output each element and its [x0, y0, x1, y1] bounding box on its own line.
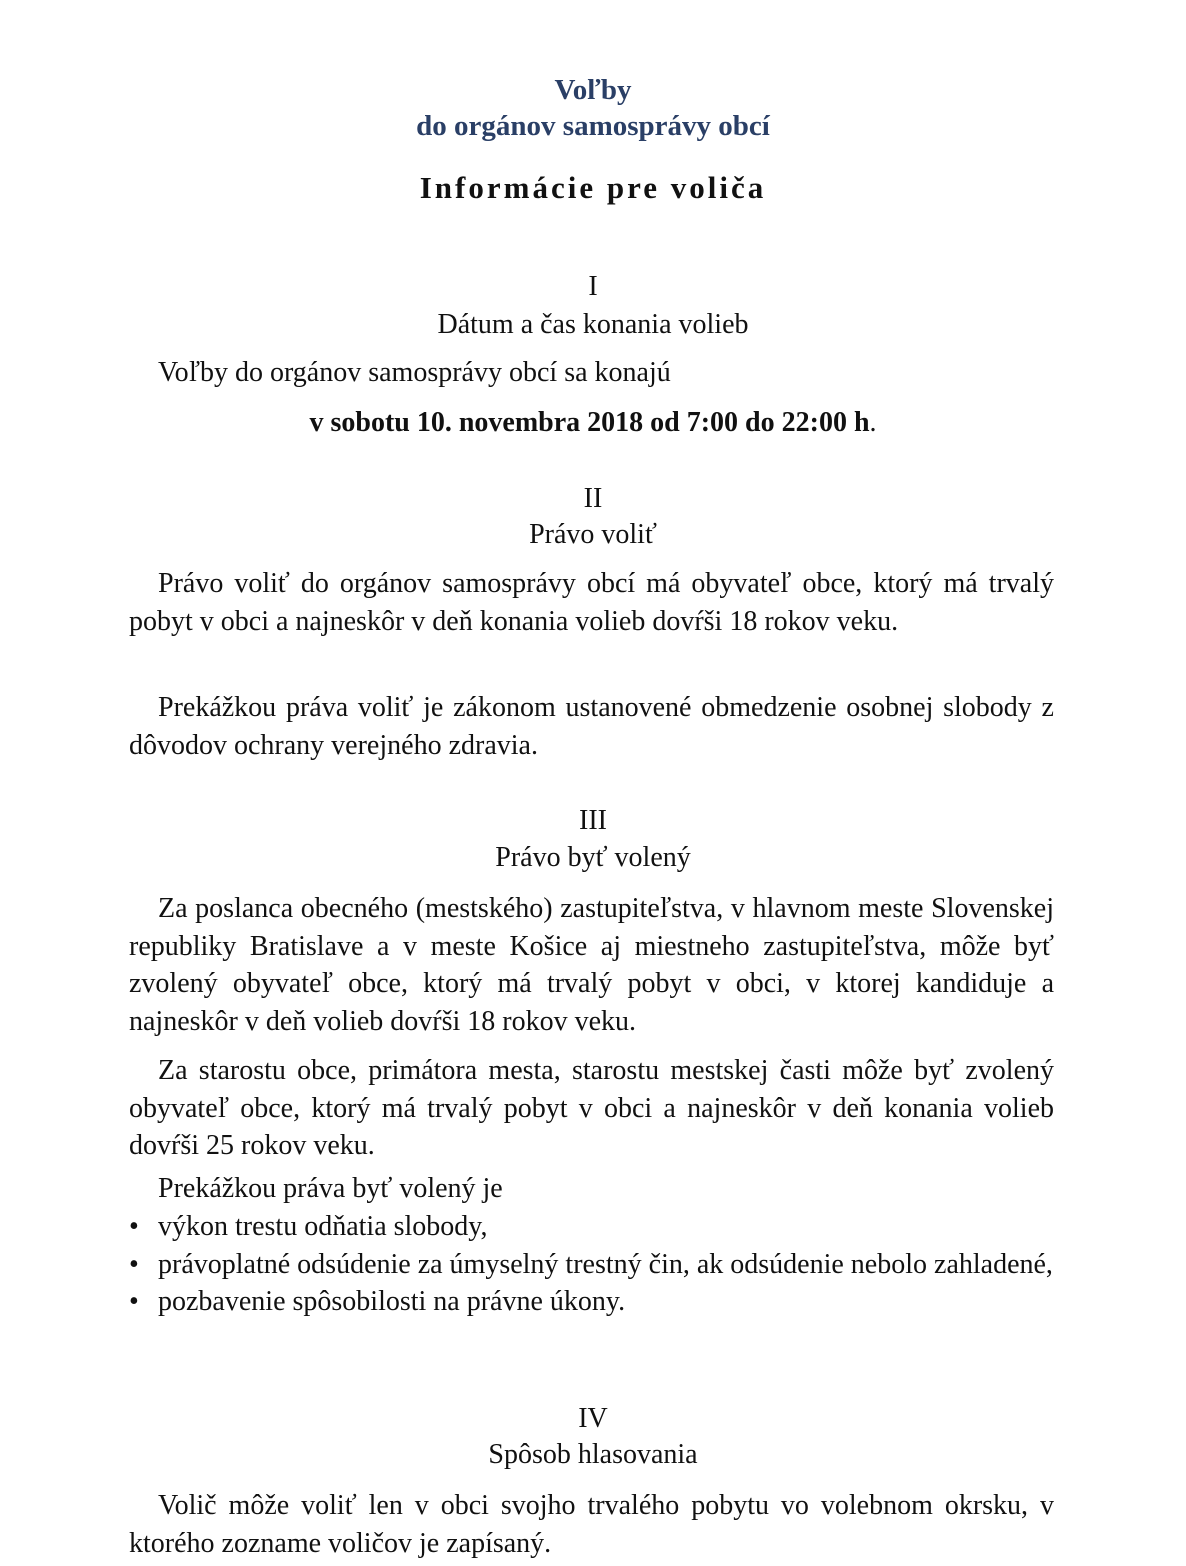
section-1-heading: Dátum a čas konania volieb — [437, 309, 749, 340]
section-4-number: IV — [578, 1403, 608, 1434]
section-4-heading: Spôsob hlasovania — [488, 1439, 698, 1470]
section-2-heading: Právo voliť — [529, 519, 657, 550]
section-1-date — [0, 406, 1186, 440]
section-2-paragraph-2: Prekážkou práva voliť je zákonom ustanovené obmedzenie osobnej slobody z dôvodov ochrany verejného zdravia. — [129, 692, 1054, 761]
list-item-text: právoplatné odsúdenie za úmyselný trestný čin, ak odsúdenie nebolo zahladené, — [158, 1248, 1053, 1280]
bullet-icon: • — [129, 1286, 139, 1317]
section-3-paragraph-2: Za starostu obce, primátora mesta, starostu mestskej časti môže byť zvolený obyvateľ obce, ktorý má trvalý pobyt v obci a najneskôr v deň konania volieb dovŕši 25 rokov veku. — [129, 1055, 1054, 1161]
section-3-paragraph-1: Za poslanca obecného (mestského) zastupiteľstva, v hlavnom meste Slovenskej republiky Bratislave a v meste Košice aj miestneho zastupiteľstva, môže byť zvolený obyvateľ obce, ktorý má trvalý pobyt v obci, v ktorej kandiduje a najneskôr v deň volieb dovŕši 18 rokov veku. — [129, 893, 1054, 1037]
list-item-text: výkon trestu odňatia slobody, — [158, 1211, 488, 1242]
section-2-paragraph-1: Právo voliť do orgánov samosprávy obcí má obyvateľ obce, ktorý má trvalý pobyt v obci a najneskôr v deň konania volieb dovŕši 18 rokov veku. — [129, 568, 1054, 637]
header-line-2: do orgánov samosprávy obcí — [416, 110, 770, 142]
section-3-number: III — [579, 805, 607, 836]
header-line-1: Voľby — [554, 74, 632, 106]
list-item — [129, 1283, 1054, 1321]
list-item-text: pozbavenie spôsobilosti na právne úkony. — [158, 1286, 626, 1317]
bullet-icon: • — [129, 1211, 139, 1242]
bullet-icon: • — [129, 1248, 139, 1280]
section-1-date-tail: . — [869, 407, 877, 438]
section-4-paragraph-1: Volič môže voliť len v obci svojho trvalého pobytu vo volebnom okrsku, v ktorého zozname voličov je zapísaný. — [129, 1490, 1054, 1559]
section-3-paragraph-3: Prekážkou práva byť volený je — [158, 1173, 503, 1204]
section-2-number: II — [583, 483, 603, 514]
document-title: Informácie pre voliča — [419, 170, 767, 205]
section-1-number: I — [588, 271, 598, 302]
list-item — [129, 1246, 1054, 1284]
section-1-date-bold: v sobotu 10. novembra 2018 od 7:00 do 22:00 h — [309, 407, 870, 438]
list-item — [129, 1208, 1054, 1246]
section-3-heading: Právo byť volený — [495, 842, 691, 873]
section-3-bullet-list — [129, 1208, 1054, 1321]
section-1-intro: Voľby do orgánov samosprávy obcí sa konajú — [158, 357, 671, 388]
